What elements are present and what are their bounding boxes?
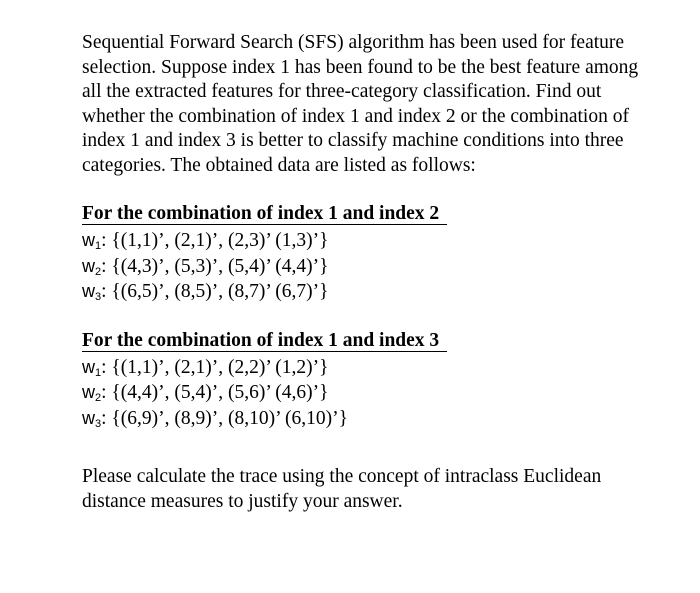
combination-1-3-heading: For the combination of index 1 and index 3 bbox=[82, 331, 447, 352]
problem-intro: Sequential Forward Search (SFS) algorithm has been used for feature selection. Suppose index 1 has been found to be the best feature among all the extracted features for three-category classification. Find out whether the combination of index 1 and index 2 or the combination of index 1 and index 3 is better to classify machine conditions into three categories. The obtained data are listed as follows: bbox=[82, 32, 639, 176]
class-w3-row bbox=[82, 406, 642, 432]
class-w1-row bbox=[82, 228, 642, 254]
class-w1-row bbox=[82, 355, 642, 381]
class-data-set: : {(4,3)’, (5,3)’, (5,4)’ (4,4)’} bbox=[101, 255, 329, 277]
class-label: $w_2$ bbox=[82, 255, 102, 278]
class-data-set: : {(6,9)’, (8,9)’, (8,10)’ (6,10)’} bbox=[101, 407, 348, 429]
class-w2-row bbox=[82, 254, 642, 280]
class-data-set: : {(1,1)’, (2,1)’, (2,3)’ (1,3)’} bbox=[101, 230, 329, 251]
class-label: $w_1$ bbox=[82, 356, 102, 379]
combination-1-3-section bbox=[82, 329, 642, 432]
class-label: $w_1$ bbox=[82, 230, 102, 252]
class-data-set: : {(4,4)’, (5,4)’, (5,6)’ (4,6)’} bbox=[101, 382, 329, 403]
class-label: $w_2$ bbox=[82, 382, 102, 404]
combination-1-2-heading: For the combination of index 1 and index 2 bbox=[82, 204, 447, 225]
class-label: $w_3$ bbox=[82, 281, 102, 303]
class-w2-row bbox=[82, 380, 642, 406]
document-body bbox=[82, 31, 642, 514]
class-data-set: : {(1,1)’, (2,1)’, (2,2)’ (1,2)’} bbox=[101, 356, 329, 378]
closing-instruction: Please calculate the trace using the concept of intraclass Euclidean distance measures to justify your answer. bbox=[82, 466, 602, 512]
class-data-set: : {(6,5)’, (8,5)’, (8,7)’ (6,7)’} bbox=[101, 281, 329, 302]
class-w3-row bbox=[82, 279, 642, 305]
combination-1-2-section bbox=[82, 202, 642, 305]
class-label: $w_3$ bbox=[82, 407, 102, 430]
